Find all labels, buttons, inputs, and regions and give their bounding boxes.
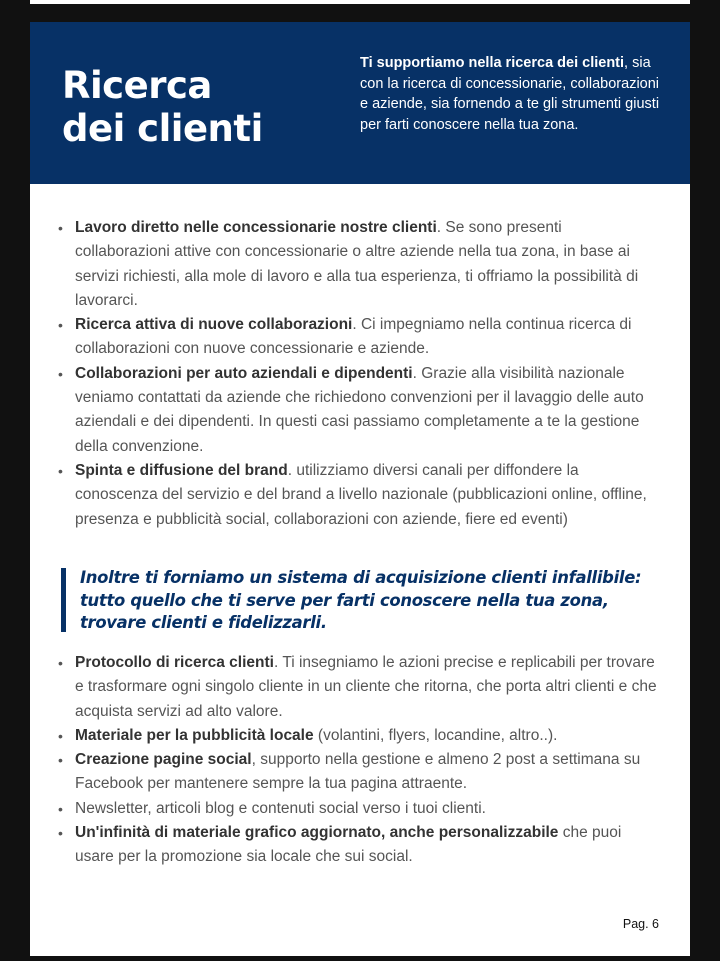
list-item xyxy=(58,748,660,797)
list-item xyxy=(58,651,660,724)
list-item-title: Un'infinità di materiale grafico aggiornato, anche personalizzabile xyxy=(75,824,559,842)
highlight-callout xyxy=(61,568,666,632)
page-number: Pag. 6 xyxy=(622,917,659,931)
bullet: • xyxy=(58,365,63,382)
list-item-text: . Ti insegniamo le azioni precise e replicabili per trovare e trasformare ogni singolo cliente in un cliente che ritorna, che porta altri clienti e che acquista servizi ad alto valore. xyxy=(75,654,657,720)
bullet: • xyxy=(58,825,63,842)
callout-line-3: trovare clienti e fidelizzarli. xyxy=(80,613,327,632)
page-header xyxy=(30,22,690,184)
page-title xyxy=(62,64,322,150)
page-title-line-1: Ricerca xyxy=(62,64,212,107)
list-item xyxy=(58,724,660,748)
list-item-title: Creazione pagine social xyxy=(75,751,252,769)
tools-list xyxy=(58,651,660,870)
list-item-title: Collaborazioni per auto aziendali e dipendenti xyxy=(75,364,413,382)
header-intro-bold: Ti supportiamo nella ricerca dei clienti xyxy=(360,55,625,71)
list-item-text: Newsletter, articoli blog e contenuti social verso i tuoi clienti. xyxy=(75,799,486,817)
list-item-text: . Grazie alla visibilità nazionale veniamo contattati da aziende che richiedono convenzioni per il lavaggio delle auto aziendali e dei dipendenti. In questi casi passiamo completamente a te la gestione della convenzione. xyxy=(75,364,644,455)
bullet: • xyxy=(58,800,63,817)
list-item-text: che puoi usare per la promozione sia locale che sui social. xyxy=(75,824,622,866)
list-item-title: Lavoro diretto nelle concessionarie nostre clienti xyxy=(75,219,437,236)
list-item-title: Ricerca attiva di nuove collaborazioni xyxy=(75,316,353,334)
page-title-line-2: dei clienti xyxy=(62,107,263,150)
header-intro-text: , sia con la ricerca di concessionarie, collaborazioni e aziende, sia fornendo a te gli strumenti giusti per farti conoscere nella tua zona. xyxy=(360,55,660,133)
list-item-text: . Se sono presenti collaborazioni attive con concessionarie o altre aziende nella tua zona, in base ai servizi richiesti, alla mole di lavoro e alla tua esperienza, ti offriamo la possibilità di lavorarci. xyxy=(75,219,639,309)
list-item-text: . Ci impegniamo nella continua ricerca di collaborazioni con nuove concessionarie e aziende. xyxy=(75,316,632,358)
services-list xyxy=(58,216,660,532)
list-item xyxy=(58,216,660,313)
list-item xyxy=(58,797,660,821)
list-item-text: , supporto nella gestione e almeno 2 post a settimana su Facebook per mantenere sempre la tua pagina attraente. xyxy=(75,751,641,793)
bullet: • xyxy=(58,317,63,334)
callout-line-1: Inoltre ti forniamo un sistema di acquisizione clienti infallibile: xyxy=(80,568,642,587)
bullet: • xyxy=(58,220,63,236)
list-item-title: Materiale per la pubblicità locale xyxy=(75,726,314,744)
bullet: • xyxy=(58,727,63,744)
list-item-title: Spinta e diffusione del brand xyxy=(75,461,288,479)
list-item-text: (volantini, flyers, locandine, altro..). xyxy=(313,726,558,744)
bullet: • xyxy=(58,752,63,769)
list-item xyxy=(58,821,660,870)
header-intro xyxy=(360,53,665,135)
list-item-text: . utilizziamo diversi canali per diffondere la conoscenza del servizio e del brand a livello nazionale (pubblicazioni online, offline, presenza e pubblicità social, collaborazioni con aziende, fiere ed eventi) xyxy=(75,461,647,528)
document-page xyxy=(30,22,690,956)
bullet: • xyxy=(58,462,63,479)
callout-text xyxy=(80,567,670,635)
list-item xyxy=(58,362,660,459)
bullet: • xyxy=(58,655,63,671)
list-item xyxy=(58,313,660,362)
list-item-title: Protocollo di ricerca clienti xyxy=(75,654,274,671)
list-item xyxy=(58,459,660,532)
previous-page-edge xyxy=(30,0,690,4)
callout-line-2: tutto quello che ti serve per farti conoscere nella tua zona, xyxy=(80,590,609,610)
